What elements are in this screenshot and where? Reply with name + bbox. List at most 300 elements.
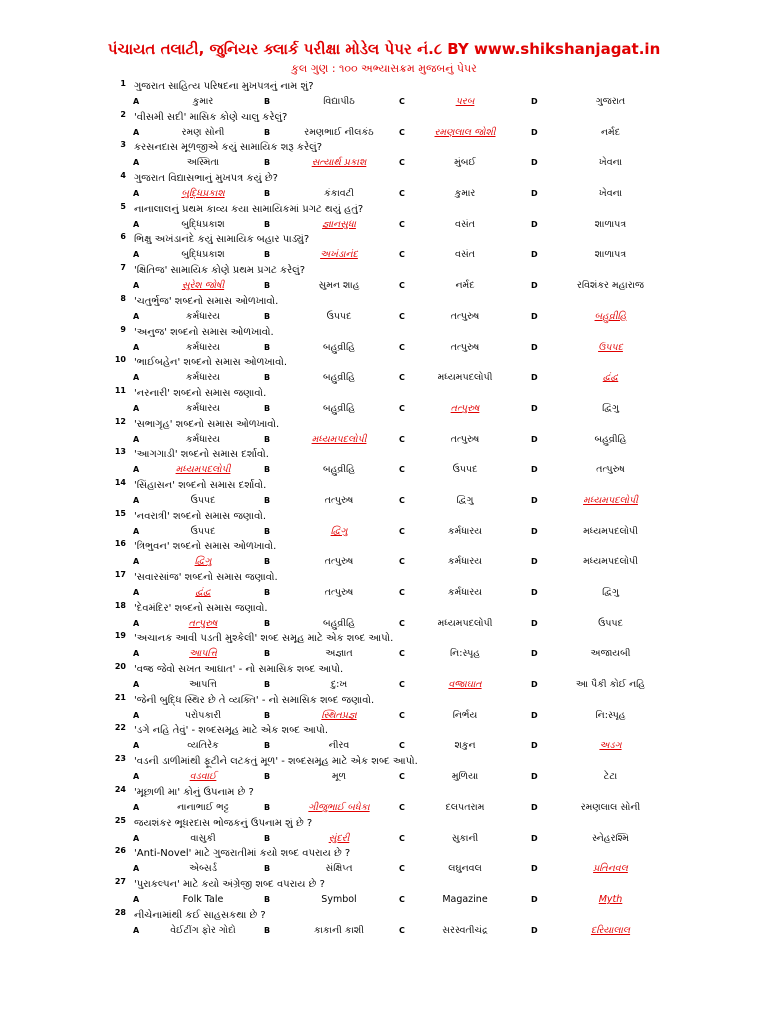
correct-answer-option: જ્ઞાનસુધા	[322, 218, 356, 230]
question-text: 'સવારસાંજ' શબ્દનો સમાસ જણાવો.	[134, 572, 278, 583]
option-letter-c: C	[399, 342, 405, 352]
question-number: 16	[114, 539, 126, 549]
question-item	[0, 78, 768, 109]
question-number: 17	[114, 570, 126, 579]
question-text: 'પુરાકલ્પન' માટે કયો અંગ્રેજી શબ્દ વપરાય છે ?	[134, 878, 325, 890]
question-text: 'મૂછાળી મા' કોનું ઉપનામ છે ?	[134, 786, 254, 798]
option-letter-a: A	[133, 465, 140, 475]
option-letter-d: D	[531, 281, 538, 291]
option-letter-a: A	[133, 373, 140, 383]
option-letter-c: C	[399, 219, 405, 229]
correct-answer-option: વજ્રાઘાત	[448, 679, 482, 691]
answer-option: વિદ્યાપીઠ	[323, 96, 355, 107]
option-letter-b: B	[264, 342, 271, 352]
question-text: 'જેની બુદ્ધિ સ્થિર છે તે વ્યક્તિ' - નો સમાસિક શબ્દ જણાવો.	[134, 694, 375, 706]
option-letter-c: C	[399, 894, 405, 904]
correct-answer-option: Myth	[598, 893, 623, 905]
answer-option: કર્મધારય	[185, 402, 221, 414]
correct-answer-option: વડવાઈ	[189, 771, 217, 783]
option-letter-d: D	[531, 710, 538, 720]
question-text: કરસનદાસ મૂળજીએ કયું સામાયિક શરૂ કરેલું?	[134, 142, 323, 154]
answer-option: કર્મધારય	[447, 587, 483, 598]
answer-option: રવિશંકર મહારાજ	[577, 280, 644, 292]
question-text: 'નરનારી' શબ્દનો સમાસ જણાવો.	[134, 387, 267, 399]
answer-option: વાસુકી	[190, 832, 216, 844]
question-number: 21	[114, 692, 126, 702]
question-number: 8	[120, 293, 126, 303]
answer-option: લઘુનવલ	[448, 863, 482, 875]
question-item	[0, 845, 768, 876]
option-letter-a: A	[133, 833, 140, 843]
answer-option: રમણલાલ સોની	[580, 801, 641, 813]
option-letter-c: C	[399, 618, 405, 628]
answer-option: દ્વિગુ	[602, 402, 619, 414]
answer-option: મધ્યમપદલોપી	[583, 556, 638, 568]
answer-option: નીરવ	[328, 740, 350, 752]
question-number: 10	[114, 355, 126, 365]
option-letter-c: C	[399, 833, 405, 843]
option-letter-d: D	[531, 250, 538, 260]
answer-option: કર્મધારય	[185, 433, 221, 445]
option-letter-c: C	[399, 710, 405, 720]
option-letter-a: A	[133, 127, 140, 137]
question-item	[0, 231, 768, 262]
option-letter-d: D	[531, 127, 538, 137]
option-letter-b: B	[264, 158, 271, 168]
question-text: 'ચતુર્ભુજ' શબ્દનો સમાસ ઓળખાવો.	[134, 295, 279, 307]
option-letter-b: B	[264, 618, 271, 628]
option-letter-d: D	[531, 588, 538, 597]
question-text: ભિક્ષુ અખંડાનંદે કયું સામાયિક બહાર પાડ્યું?	[134, 234, 310, 246]
option-letter-c: C	[399, 772, 405, 782]
page-subtitle: કુલ ગુણ : ૧૦૦ અભ્યાસક્રમ મુજબનું પેપર	[291, 62, 477, 75]
answer-option: તત્પુરુષ	[596, 464, 625, 476]
answer-option: નિ:સ્પૃહ	[449, 648, 481, 660]
question-text: 'ડગે નહિ તેવું' - શબ્દસમૂહ માટે એક શબ્દ આપો.	[134, 725, 329, 737]
answer-option: તત્પુરુષ	[450, 341, 480, 353]
option-letter-c: C	[399, 127, 405, 137]
correct-answer-option: તત્પુરુષ	[450, 402, 480, 414]
answer-option: ખેવના	[598, 188, 623, 200]
option-letter-b: B	[264, 588, 271, 597]
question-number: 13	[114, 447, 126, 457]
correct-answer-option: અખંડાનંદ	[320, 249, 358, 261]
question-number: 26	[114, 846, 126, 856]
question-number: 18	[114, 600, 126, 610]
option-letter-c: C	[399, 741, 405, 751]
correct-answer-option: અડગ	[599, 740, 622, 752]
answer-option: ઉપપદ	[326, 310, 352, 322]
question-number: 4	[120, 171, 126, 181]
question-item	[0, 293, 768, 324]
option-letter-b: B	[264, 495, 271, 505]
question-number: 1	[120, 79, 126, 88]
option-letter-d: D	[531, 864, 538, 874]
option-letter-b: B	[264, 894, 271, 904]
answer-option: બહુવ્રીહિ	[323, 402, 355, 414]
option-letter-b: B	[264, 219, 271, 229]
option-letter-a: A	[133, 710, 140, 720]
question-text: 'દેવમંદિર' શબ્દનો સમાસ જણાવો.	[134, 602, 268, 614]
option-letter-a: A	[133, 526, 140, 536]
answer-option: નર્મદ	[600, 126, 621, 138]
answer-option: ઉપપદ	[190, 494, 216, 506]
question-text: ગુજરાત વિદ્યાસભાનું મુખપત્ર કયું છે?	[134, 173, 278, 185]
correct-answer-option: સુંદરી	[328, 832, 350, 844]
correct-answer-option: દરિયાલાલ	[590, 924, 631, 936]
option-letter-d: D	[531, 158, 538, 168]
option-letter-d: D	[531, 618, 538, 628]
option-letter-b: B	[264, 189, 271, 199]
question-item	[0, 753, 768, 784]
answer-option: ટેટા	[603, 771, 618, 783]
option-letter-c: C	[399, 158, 405, 168]
answer-option: સ્નેહરશ્મિ	[592, 832, 629, 844]
option-letter-b: B	[264, 557, 271, 567]
option-letter-d: D	[531, 342, 538, 352]
option-letter-d: D	[531, 219, 538, 229]
option-letter-b: B	[264, 772, 271, 782]
correct-answer-option: રમણલાલ જોશી	[434, 126, 496, 138]
option-letter-d: D	[531, 925, 538, 935]
option-letter-a: A	[133, 618, 140, 628]
option-letter-c: C	[399, 97, 405, 106]
answer-option: Folk Tale	[182, 893, 224, 905]
answer-option: દલપતરામ	[445, 801, 485, 813]
option-letter-b: B	[264, 250, 271, 260]
option-letter-a: A	[133, 495, 140, 505]
answer-option: મુળિયા	[451, 771, 479, 783]
question-item	[0, 109, 768, 140]
option-letter-d: D	[531, 649, 538, 659]
question-item	[0, 477, 768, 508]
option-letter-c: C	[399, 588, 405, 597]
answer-option: Magazine	[442, 893, 488, 905]
option-letter-a: A	[133, 557, 140, 567]
question-text: 'વડની ડાળીમાંથી ફૂટીને લટકતું મૂળ' - શબ્દસમૂહ માટે એક શબ્દ આપો.	[134, 756, 418, 768]
question-item	[0, 661, 768, 692]
question-item	[0, 600, 768, 631]
question-text: 'આગગાડી' શબ્દનો સમાસ દર્શાવો.	[134, 449, 269, 461]
answer-option: સુમન શાહ	[318, 280, 360, 292]
option-letter-a: A	[133, 864, 140, 874]
correct-answer-option: સ્થિતપ્રજ્ઞ	[321, 709, 357, 721]
question-item	[0, 385, 768, 416]
option-letter-d: D	[531, 894, 538, 904]
option-letter-b: B	[264, 97, 271, 106]
option-letter-d: D	[531, 802, 538, 812]
option-letter-d: D	[531, 833, 538, 843]
question-text: 'ક્ષિતિજ' સામાયિક કોણે પ્રથમ પ્રગટ કરેલું?	[134, 265, 306, 277]
option-letter-b: B	[264, 833, 271, 843]
correct-answer-option: બુદ્ધિપ્રકાશ	[181, 188, 225, 200]
question-list	[0, 78, 768, 937]
answer-option: દ્વિગુ	[456, 494, 474, 506]
option-letter-b: B	[264, 710, 271, 720]
option-letter-b: B	[264, 925, 271, 935]
option-letter-c: C	[399, 281, 405, 291]
correct-answer-option: તત્પુરુષ	[188, 617, 218, 629]
option-letter-b: B	[264, 311, 271, 321]
answer-option: વેઈટીંગ ફોર ગોદો	[170, 924, 236, 936]
option-letter-c: C	[399, 925, 405, 935]
option-letter-b: B	[264, 802, 271, 812]
correct-answer-option: સત્યાર્થ પ્રકાશ	[311, 157, 367, 169]
answer-option: ખેવના	[598, 157, 623, 169]
answer-option: તત્પુરુષ	[324, 494, 354, 506]
answer-option: કુમાર	[192, 96, 214, 107]
question-item	[0, 538, 768, 569]
question-item	[0, 876, 768, 907]
option-letter-d: D	[531, 189, 538, 199]
answer-option: બુદ્ધિપ્રકાશ	[181, 218, 225, 230]
answer-option: નાનાભાઈ ભટ્ટ	[177, 801, 229, 813]
answer-option: વસંત	[455, 249, 475, 261]
option-letter-b: B	[264, 403, 271, 413]
answer-option: શકુન	[454, 740, 476, 752]
answer-option: રમણ સોની	[181, 126, 225, 138]
answer-option: દ્વિગુ	[602, 587, 619, 598]
question-item	[0, 354, 768, 385]
option-letter-a: A	[133, 97, 140, 106]
option-letter-a: A	[133, 588, 140, 597]
correct-answer-option: આપત્તિ	[189, 648, 217, 660]
question-item	[0, 630, 768, 661]
option-letter-a: A	[133, 311, 140, 321]
answer-option: નર્મદ	[455, 280, 475, 292]
correct-answer-option: પ્રતિનવલ	[593, 863, 628, 875]
option-letter-b: B	[264, 434, 271, 444]
option-letter-a: A	[133, 772, 140, 782]
answer-option: અસ્મિતા	[186, 157, 220, 169]
answer-option: પરોપકારી	[184, 709, 222, 721]
answer-option: દુ:ખ	[330, 679, 348, 691]
question-text: 'અનુજ' શબ્દનો સમાસ ઓળખાવો.	[134, 326, 274, 338]
correct-answer-option: ગીજુભાઈ બધેકા	[308, 801, 370, 813]
correct-answer-option: દ્વંદ્વ	[602, 372, 619, 384]
question-number: 20	[114, 662, 126, 672]
option-letter-d: D	[531, 495, 538, 505]
option-letter-a: A	[133, 802, 140, 812]
correct-answer-option: મધ્યમપદલોપી	[175, 464, 231, 476]
option-letter-b: B	[264, 281, 271, 291]
answer-option: મધ્યમપદલોપી	[437, 617, 493, 629]
option-letter-a: A	[133, 342, 140, 352]
option-letter-a: A	[133, 158, 140, 168]
option-letter-d: D	[531, 772, 538, 782]
option-letter-b: B	[264, 649, 271, 659]
question-number: 15	[114, 508, 126, 518]
question-item	[0, 784, 768, 815]
option-letter-b: B	[264, 465, 271, 475]
option-letter-c: C	[399, 864, 405, 874]
question-text: 'વજ્ર જેવો સખત આઘાત' - નો સમાસિક શબ્દ આપો.	[134, 664, 344, 676]
question-item	[0, 446, 768, 477]
option-letter-a: A	[133, 219, 140, 229]
answer-option: ઉપપદ	[598, 617, 623, 629]
option-letter-d: D	[531, 311, 538, 321]
answer-option: બુદ્ધિપ્રકાશ	[181, 249, 225, 261]
answer-option: બહુવ્રીહિ	[323, 464, 355, 476]
correct-answer-option: દ્વિગુ	[330, 525, 348, 537]
option-letter-c: C	[399, 557, 405, 567]
correct-answer-option: દ્વંદ્વ	[195, 587, 211, 598]
question-item	[0, 170, 768, 201]
question-number: 2	[120, 109, 126, 119]
answer-option: મુંબઈ	[454, 157, 476, 169]
question-text: 'નવરાત્રી' શબ્દનો સમાસ જણાવો.	[134, 510, 267, 522]
question-number: 14	[114, 477, 126, 487]
question-text: 'Anti-Novel' માટે ગુજરાતીમાં કયો શબ્દ વપરાય છે ?	[134, 848, 351, 860]
answer-option: મધ્યમપદલોપી	[583, 525, 638, 537]
option-letter-c: C	[399, 680, 405, 690]
option-letter-d: D	[531, 97, 538, 106]
answer-option: સુકાની	[451, 832, 479, 844]
correct-answer-option: મધ્યમપદલોપી	[583, 494, 638, 506]
answer-option: કર્મધારય	[447, 525, 483, 537]
option-letter-c: C	[399, 434, 405, 444]
answer-option: નિ:સ્પૃહ	[595, 709, 626, 721]
answer-option: શાળાપત્ર	[594, 218, 627, 230]
question-number: 24	[114, 784, 126, 794]
option-letter-d: D	[531, 465, 538, 475]
question-item	[0, 907, 768, 938]
question-number: 25	[114, 815, 126, 825]
option-letter-a: A	[133, 281, 140, 291]
option-letter-c: C	[399, 373, 405, 383]
answer-option: કર્મધારય	[185, 372, 221, 384]
question-text: 'વીસમી સદી' માસિક કોણે ચાલુ કરેલું?	[134, 111, 288, 123]
question-item	[0, 262, 768, 293]
question-number: 23	[114, 754, 126, 764]
page-title: પંચાયત તલાટી, જુનિયર ક્લાર્ક પરીક્ષા મોડેલ પેપર નં.૮ BY www.shikshanjagat.in	[107, 40, 661, 58]
correct-answer-option: સુરેશ જોષી	[181, 280, 225, 292]
question-number: 27	[114, 876, 126, 886]
question-item	[0, 569, 768, 600]
answer-option: કુમાર	[454, 188, 476, 200]
option-letter-d: D	[531, 680, 538, 690]
answer-option: એબ્સર્ડ	[189, 863, 217, 875]
answer-option: કર્મધારય	[185, 341, 221, 353]
question-number: 12	[114, 416, 126, 426]
answer-option: મૂળ	[331, 771, 347, 783]
answer-option: બહુવ્રીહિ	[323, 617, 355, 629]
question-item	[0, 139, 768, 170]
answer-option: શાળાપત્ર	[594, 249, 627, 261]
answer-option: તત્પુરુષ	[324, 587, 354, 598]
question-item	[0, 815, 768, 846]
answer-option: કાકાની કાશી	[314, 924, 364, 936]
question-text: 'અચાનક આવી પડતી મુશ્કેલી' શબ્દ સમૂહ માટે એક શબ્દ આપો.	[134, 633, 394, 645]
question-number: 7	[120, 263, 126, 273]
option-letter-d: D	[531, 403, 538, 413]
option-letter-b: B	[264, 864, 271, 874]
question-number: 6	[120, 232, 126, 242]
answer-option: સંક્ષિપ્ત	[325, 863, 353, 875]
answer-option: ઉપપદ	[452, 464, 478, 476]
correct-answer-option: પરબ	[455, 96, 475, 107]
correct-answer-option: દ્વિગુ	[194, 556, 212, 568]
option-letter-c: C	[399, 465, 405, 475]
option-letter-a: A	[133, 894, 140, 904]
option-letter-c: C	[399, 250, 405, 260]
answer-option: તત્પુરુષ	[450, 310, 480, 322]
answer-option: તત્પુરુષ	[450, 433, 480, 445]
answer-option: બહુવ્રીહિ	[323, 341, 355, 353]
correct-answer-option: ઉપપદ	[598, 341, 623, 353]
option-letter-c: C	[399, 189, 405, 199]
answer-option: કંકાવટી	[324, 188, 354, 200]
answer-option: ઉપપદ	[190, 525, 216, 537]
question-number: 3	[120, 140, 126, 150]
question-item	[0, 201, 768, 232]
answer-option: વસંત	[455, 218, 475, 230]
question-item	[0, 692, 768, 723]
question-text: 'ભાઈબહેન' શબ્દનો સમાસ ઓળખાવો.	[134, 357, 288, 369]
option-letter-b: B	[264, 741, 271, 751]
correct-answer-option: બહુવ્રીહિ	[594, 310, 627, 322]
answer-option: મધ્યમપદલોપી	[437, 372, 493, 384]
option-letter-b: B	[264, 526, 271, 536]
question-text: નાનાલાલનું પ્રથમ કાવ્ય કયા સામાયિકમાં પ્રગટ થયું હતું?	[134, 203, 364, 215]
option-letter-a: A	[133, 649, 140, 659]
option-letter-a: A	[133, 250, 140, 260]
option-letter-b: B	[264, 680, 271, 690]
question-number: 5	[120, 201, 126, 211]
option-letter-a: A	[133, 403, 140, 413]
answer-option: કર્મધારય	[447, 556, 483, 568]
answer-option: આ પૈકી કોઈ નહિ	[575, 679, 646, 691]
answer-option: બહુવ્રીહિ	[594, 433, 627, 445]
option-letter-c: C	[399, 802, 405, 812]
answer-option: ગુજરાત	[595, 96, 626, 107]
option-letter-d: D	[531, 741, 538, 751]
option-letter-a: A	[133, 434, 140, 444]
question-text: નીચેનામાંથી કઈ સાહસકથા છે ?	[134, 909, 266, 921]
answer-option: અજ્ઞાત	[325, 648, 353, 660]
option-letter-d: D	[531, 526, 538, 536]
answer-option: સરસ્વતીચંદ્ર	[442, 924, 488, 936]
option-letter-d: D	[531, 373, 538, 383]
question-number: 9	[120, 324, 126, 334]
option-letter-a: A	[133, 680, 140, 690]
answer-option: તત્પુરુષ	[324, 556, 354, 568]
option-letter-c: C	[399, 649, 405, 659]
option-letter-a: A	[133, 189, 140, 199]
question-item	[0, 508, 768, 539]
answer-option: અજાયબી	[590, 648, 631, 660]
option-letter-a: A	[133, 741, 140, 751]
answer-option: નિર્ભય	[452, 709, 478, 721]
question-text: 'ત્રિભુવન' શબ્દનો સમાસ ઓળખાવો.	[134, 541, 277, 553]
question-number: 11	[114, 385, 126, 395]
option-letter-d: D	[531, 434, 538, 444]
question-text: 'સભાગૃહ' શબ્દનો સમાસ ઓળખાવો.	[134, 418, 280, 430]
option-letter-b: B	[264, 127, 271, 137]
option-letter-c: C	[399, 311, 405, 321]
question-text: 'સિંહાસન' શબ્દનો સમાસ દર્શાવો.	[134, 479, 267, 491]
answer-option: Symbol	[321, 893, 357, 905]
option-letter-a: A	[133, 925, 140, 935]
answer-option: આપત્તિ	[189, 679, 217, 691]
answer-option: કર્મધારય	[185, 310, 221, 322]
question-item	[0, 416, 768, 447]
answer-option: બહુવ્રીહિ	[323, 372, 355, 384]
option-letter-c: C	[399, 526, 405, 536]
option-letter-c: C	[399, 495, 405, 505]
answer-option: રમણભાઈ નીલકંઠ	[304, 126, 374, 138]
question-item	[0, 722, 768, 753]
